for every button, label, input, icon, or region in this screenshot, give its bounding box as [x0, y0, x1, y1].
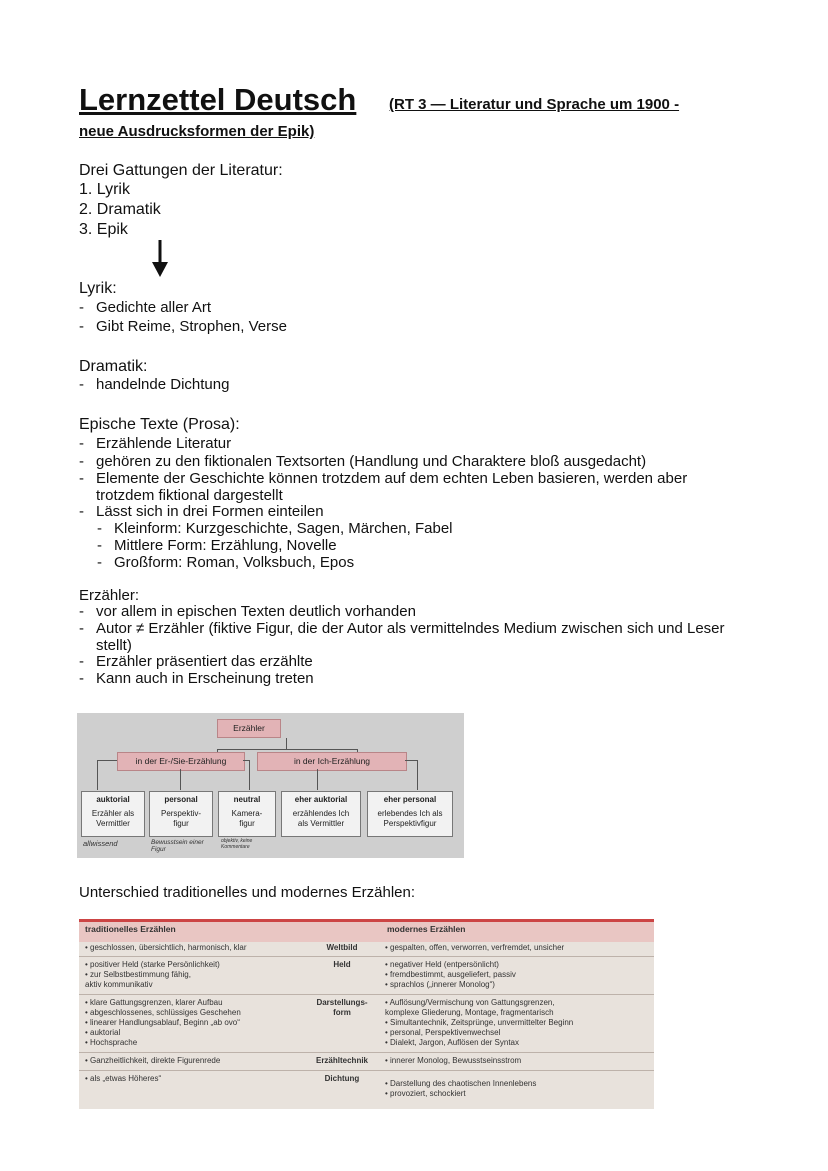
table-cell: komplexe Gliederung, Montage, fragmentarisch [385, 1008, 554, 1017]
epik-heading: Epische Texte (Prosa): [79, 416, 240, 433]
comparison-table [79, 919, 654, 1109]
narrator-diagram [77, 713, 464, 858]
table-cell: aktiv kommunikativ [85, 980, 153, 989]
table-col-left: traditionelles Erzählen [85, 924, 176, 934]
erzaehler-item: stellt) [96, 637, 132, 654]
table-heading: Unterschied traditionelles und modernes Erzählen: [79, 884, 416, 901]
erzaehler-item: vor allem in epischen Texten deutlich vorhanden [96, 603, 416, 620]
diagram-note: objektiv, keine [221, 838, 253, 844]
bullet-dash: - [79, 470, 84, 487]
gattung-item: 1. Lyrik [79, 181, 130, 198]
diagram-note: Kommentare [221, 844, 250, 850]
diagram-branch-left: in der Er-/Sie-Erzählung [117, 752, 245, 771]
epik-item: Lässt sich in drei Formen einteilen [96, 503, 324, 520]
erzaehler-item: Autor ≠ Erzähler (fiktive Figur, die der Autor als vermittelndes Medium zwischen sich und Leser [96, 620, 725, 637]
epik-item: Erzählende Literatur [96, 435, 232, 452]
bullet-dash: - [79, 318, 84, 335]
bullet-dash: - [79, 653, 84, 670]
bullet-dash: - [79, 620, 84, 637]
erzaehler-heading: Erzähler: [79, 587, 140, 604]
table-cell: • sprachlos („innerer Monolog“) [385, 980, 495, 989]
table-cell: • positiver Held (starke Persönlichkeit) [85, 960, 220, 969]
epik-item: trotzdem fiktional dargestellt [96, 487, 283, 504]
table-cell: • Auflösung/Vermischung von Gattungsgrenzen, [385, 998, 555, 1007]
table-cell: • fremdbestimmt, ausgeliefert, passiv [385, 970, 516, 979]
table-row-label: Weltbild [326, 943, 358, 952]
table-cell: • provoziert, schockiert [385, 1089, 466, 1098]
dramatik-heading: Dramatik: [79, 358, 148, 375]
table-cell: • Dialekt, Jargon, Auflösen der Syntax [385, 1038, 519, 1047]
epik-subitem: Kleinform: Kurzgeschichte, Sagen, Märchen, Fabel [114, 520, 453, 537]
diagram-leaf: auktorial Erzähler als Vermittler [81, 791, 145, 837]
epik-subitem: Großform: Roman, Volksbuch, Epos [114, 554, 355, 571]
diagram-leaf: personal Perspektiv- figur [149, 791, 213, 837]
table-row-label: Dichtung [324, 1074, 360, 1083]
diagram-note: allwissend [83, 839, 118, 848]
epik-item: gehören zu den fiktionalen Textsorten (Handlung und Charaktere bloß ausgedacht) [96, 453, 647, 470]
table-cell: • geschlossen, übersichtlich, harmonisch, klar [85, 943, 247, 952]
table-cell: • als „etwas Höheres“ [85, 1074, 162, 1083]
diagram-leaf: eher personal erlebendes Ich als Perspektivfigur [367, 791, 453, 837]
bullet-dash: - [79, 670, 84, 687]
table-row-label: Erzähltechnik [315, 1056, 368, 1065]
table-cell: • Ganzheitlichkeit, direkte Figurenrede [85, 1056, 221, 1065]
table-cell: • gespalten, offen, verworren, verfremdet, unsicher [385, 943, 565, 952]
bullet-dash: - [79, 603, 84, 620]
bullet-dash: - [79, 453, 84, 470]
table-cell: • auktorial [85, 1028, 121, 1037]
table-cell: • Darstellung des chaotischen Innenlebens [385, 1079, 537, 1088]
diagram-note: Figur [151, 846, 166, 853]
diagram-leaf: neutral Kamera- figur [218, 791, 276, 837]
table-cell: • zur Selbstbestimmung fähig, [85, 970, 191, 979]
epik-item: Elemente der Geschichte können trotzdem auf dem echten Leben basieren, werden aber [96, 470, 688, 487]
bullet-dash: - [79, 435, 84, 452]
erzaehler-item: Kann auch in Erscheinung treten [96, 670, 314, 687]
page-title: Lernzettel Deutsch [79, 82, 357, 117]
table-cell: • linearer Handlungsablauf, Beginn „ab ovo“ [85, 1018, 240, 1027]
table-col-right: modernes Erzählen [387, 924, 466, 934]
table-cell: • innerer Monolog, Bewusstseinsstrom [385, 1056, 522, 1065]
bullet-dash: - [97, 520, 102, 537]
diagram-leaf: eher auktorial erzählendes Ich als Vermittler [281, 791, 361, 837]
table-cell: • abgeschlossenes, schlüssiges Geschehen [85, 1008, 241, 1017]
lyrik-item: Gibt Reime, Strophen, Verse [96, 318, 287, 335]
table-cell: • Simultantechnik, Zeitsprünge, unvermittelter Beginn [385, 1018, 574, 1027]
table-cell: • Hochsprache [85, 1038, 138, 1047]
bullet-dash: - [79, 299, 84, 316]
table-row-label: Darstellungs- [316, 998, 368, 1007]
epik-subitem: Mittlere Form: Erzählung, Novelle [114, 537, 337, 554]
lyrik-heading: Lyrik: [79, 280, 117, 297]
dramatik-item: handelnde Dichtung [96, 376, 230, 393]
table-cell: • personal, Perspektivenwechsel [385, 1028, 501, 1037]
gattung-item: 2. Dramatik [79, 201, 161, 218]
arrow-down-icon [150, 240, 170, 278]
gattungen-heading: Drei Gattungen der Literatur: [79, 162, 283, 179]
table-row-label: Held [333, 960, 351, 969]
bullet-dash: - [79, 376, 84, 393]
bullet-dash: - [97, 537, 102, 554]
diagram-root: Erzähler [217, 719, 281, 738]
erzaehler-item: Erzähler präsentiert das erzählte [96, 653, 313, 670]
gattung-item: 3. Epik [79, 221, 128, 238]
lyrik-item: Gedichte aller Art [96, 299, 212, 316]
page-subtitle-line1: (RT 3 — Literatur und Sprache um 1900 - [389, 96, 680, 113]
table-cell: • klare Gattungsgrenzen, klarer Aufbau [85, 998, 223, 1007]
bullet-dash: - [97, 554, 102, 571]
table-row-label: form [333, 1008, 351, 1017]
page-subtitle-line2: neue Ausdrucksformen der Epik) [79, 123, 315, 140]
bullet-dash: - [79, 503, 84, 520]
table-cell: • negativer Held (entpersönlicht) [385, 960, 499, 969]
diagram-branch-right: in der Ich-Erzählung [257, 752, 407, 771]
diagram-note: Bewusstsein einer [151, 839, 204, 846]
